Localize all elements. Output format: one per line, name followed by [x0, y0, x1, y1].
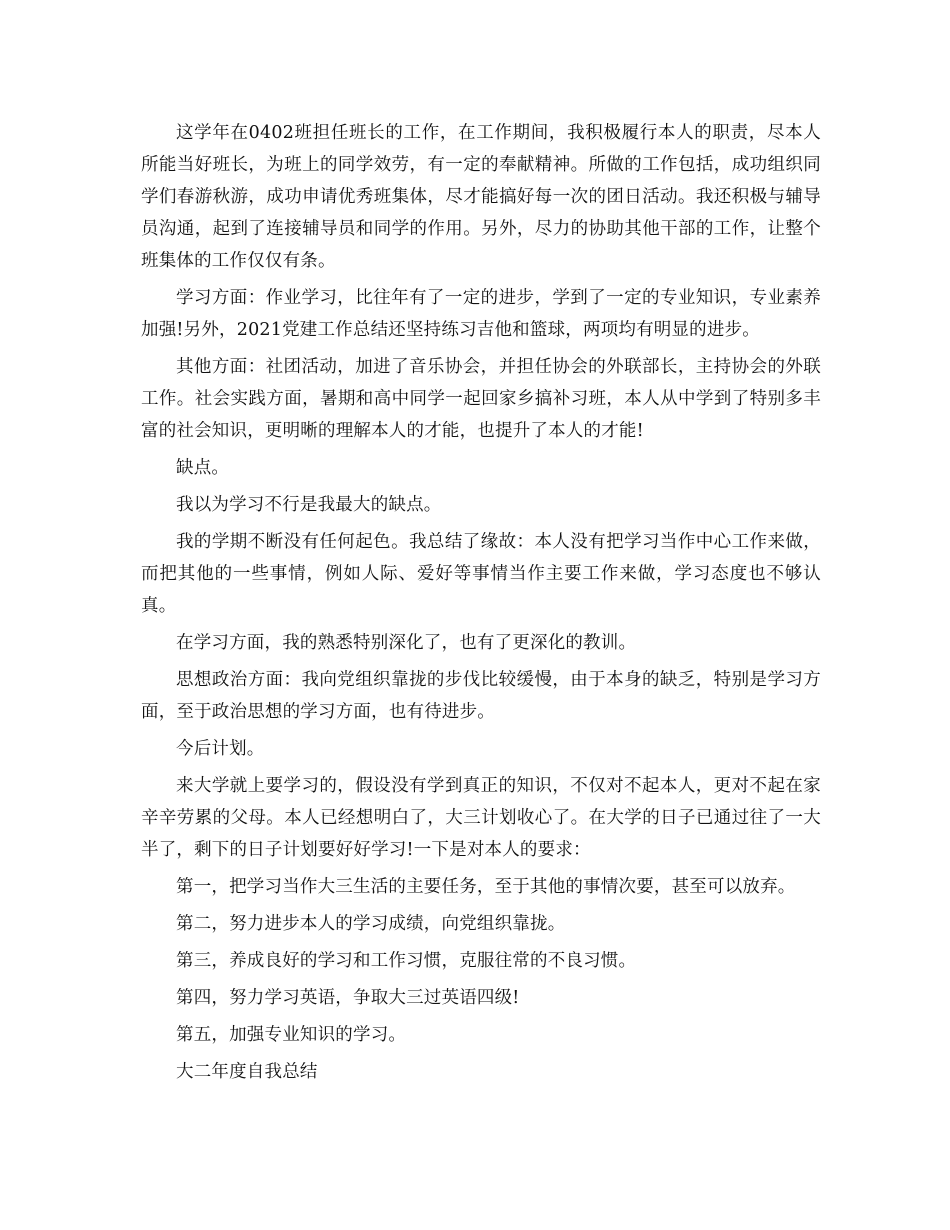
paragraph-study-aspect: 学习方面：作业学习，比往年有了一定的进步，学到了一定的专业知识，专业素养加强!另外，2021党建工作总结还坚持练习吉他和篮球，两项均有明显的进步。 — [141, 288, 821, 340]
paragraph-class-monitor-work: 这学年在0402班担任班长的工作，在工作期间，我积极履行本人的职责，尽本人所能当好班长，为班上的同学效劳，有一定的奉献精神。所做的工作包括，成功组织同学们春游秋游，成功申请优秀班集体，尽才能搞好每一次的团日活动。我还积极与辅导员沟通，起到了连接辅导员和同学的作用。另外，尽力的协助其他干部的工作，让整个班集体的工作仅仅有条。 — [141, 123, 821, 271]
paragraph-political-thought: 思想政治方面：我向党组织靠拢的步伐比较缓慢，由于本身的缺乏，特别是学习方面，至于政治思想的学习方面，也有待进步。 — [141, 670, 821, 722]
plan-item-fifth: 第五，加强专业知识的学习。 — [176, 1025, 407, 1045]
paragraph-other-aspects: 其他方面：社团活动，加进了音乐协会，并担任协会的外联部长，主持协会的外联工作。社会实践方面，暑期和高中同学一起回家乡搞补习班，本人从中学到了特别多丰富的社会知识，更明晰的理解本人的才能，也提升了本人的才能! — [141, 357, 821, 441]
paragraph-university-study: 来大学就上要学习的，假设没有学到真正的知识，不仅对不起本人，更对不起在家辛辛劳累的父母。本人已经想明白了，大三计划收心了。在大学的日子已通过往了一大半了，剩下的日子计划要好好学习!一下是对本人的要求： — [141, 776, 821, 860]
paragraph-biggest-shortcoming: 我以为学习不行是我最大的缺点。 — [176, 495, 442, 515]
heading-future-plan: 今后计划。 — [176, 739, 265, 759]
plan-item-third: 第三，养成良好的学习和工作习惯，克服往常的不良习惯。 — [176, 951, 637, 971]
heading-shortcomings: 缺点。 — [176, 458, 230, 478]
section-title-annual-summary: 大二年度自我总结 — [176, 1062, 318, 1082]
plan-item-second: 第二，努力进步本人的学习成绩，向党组织靠拢。 — [176, 914, 566, 934]
paragraph-study-lessons: 在学习方面，我的熟悉特别深化了，也有了更深化的教训。 — [176, 633, 637, 653]
plan-item-first: 第一，把学习当作大三生活的主要任务，至于其他的事情次要，甚至可以放弃。 — [176, 877, 796, 897]
plan-item-fourth: 第四，努力学习英语，争取大三过英语四级! — [176, 988, 520, 1008]
document-body — [141, 117, 821, 1093]
paragraph-semester-reflection: 我的学期不断没有任何起色。我总结了缘故：本人没有把学习当作中心工作来做，而把其他的一些事情，例如人际、爱好等事情当作主要工作来做，学习态度也不够认真。 — [141, 532, 821, 616]
